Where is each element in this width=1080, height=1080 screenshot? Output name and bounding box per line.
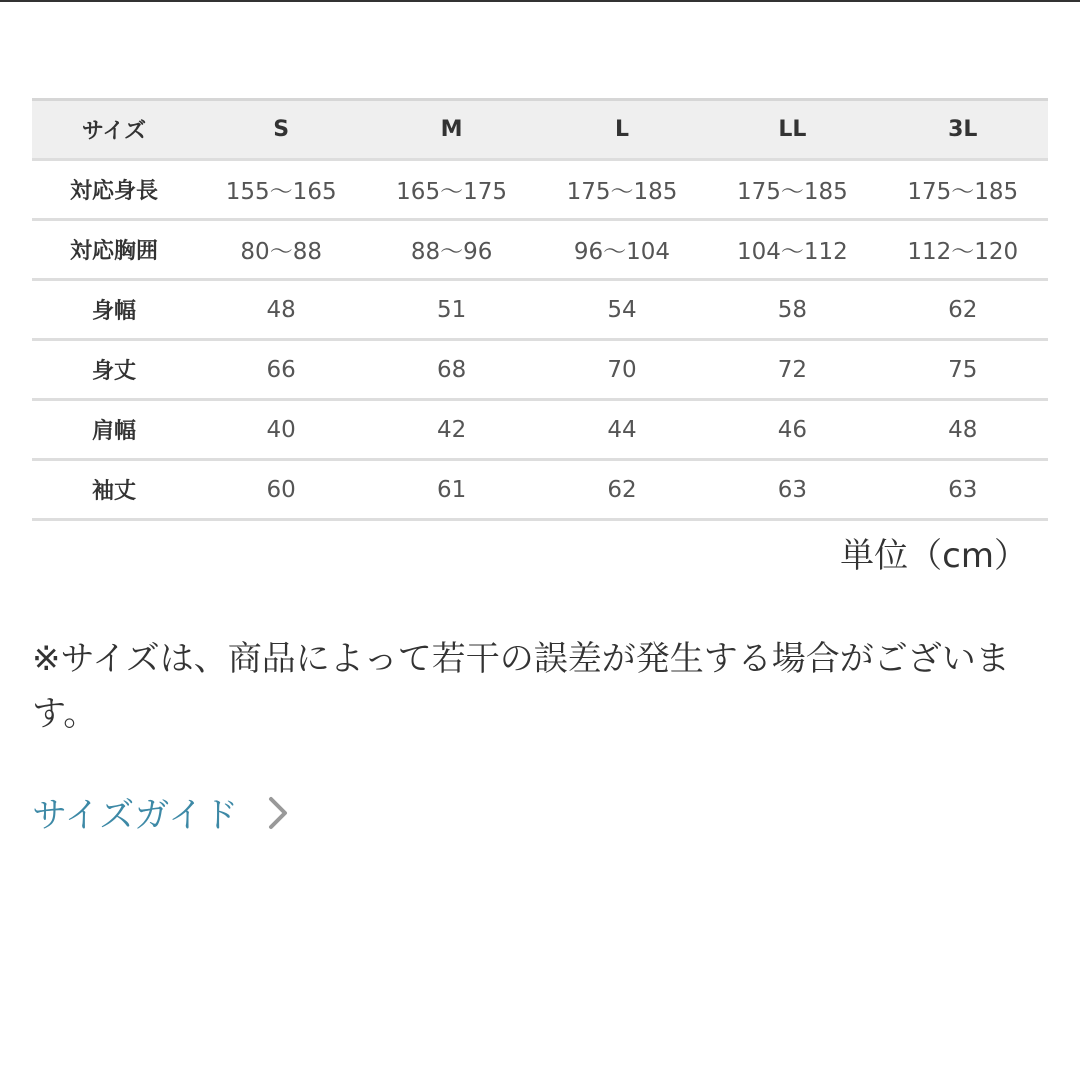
size-header-ll: LL: [778, 117, 807, 142]
row-label: 対応胸囲: [69, 239, 158, 264]
size-header-l: L: [614, 117, 629, 142]
table-cell: 62: [948, 296, 978, 323]
table-cell: 75: [948, 356, 978, 383]
size-header-row: [32, 100, 1048, 160]
size-header-s: S: [273, 117, 290, 142]
table-row: [32, 340, 1048, 400]
table-cell: 66: [266, 356, 296, 383]
table-cell: 70: [607, 356, 637, 383]
size-header-label: サイズ: [81, 119, 147, 144]
table-cell: 61: [436, 476, 467, 503]
table-cell: 46: [777, 416, 807, 443]
table-row: [32, 160, 1048, 220]
row-label: 袖丈: [91, 479, 136, 504]
table-cell: 63: [948, 476, 978, 503]
table-cell: 88〜96: [410, 239, 493, 265]
table-cell: 44: [607, 416, 637, 443]
table-row: [32, 220, 1048, 280]
table-cell: 175〜185: [736, 179, 848, 205]
size-header-3l: 3L: [948, 117, 978, 142]
size-table: [32, 98, 1048, 521]
table-row: [32, 400, 1048, 460]
table-cell: 104〜112: [736, 239, 848, 265]
table-cell: 54: [607, 296, 637, 323]
table-cell: 48: [266, 296, 296, 323]
table-cell: 175〜185: [907, 179, 1019, 205]
table-row: [32, 460, 1048, 520]
unit-label: 単位（cm）: [840, 536, 1028, 576]
table-cell: 60: [266, 476, 296, 503]
row-label: 身丈: [91, 359, 136, 384]
chevron-right-icon: [266, 796, 290, 830]
table-cell: 62: [607, 476, 637, 503]
row-label: 対応身長: [69, 179, 158, 204]
size-guide-link[interactable]: [32, 788, 290, 838]
table-cell: 72: [777, 356, 807, 383]
table-cell: 165〜175: [396, 179, 507, 205]
table-cell: 175〜185: [566, 179, 678, 205]
table-row: [32, 280, 1048, 340]
size-disclaimer-note: ※サイズは、商品によって若干の誤差が発生する場合がございます。: [32, 639, 1010, 734]
table-cell: 112〜120: [907, 239, 1019, 265]
table-cell: 42: [436, 416, 467, 443]
table-cell: 58: [777, 296, 807, 323]
table-cell: 155〜165: [225, 179, 337, 205]
table-cell: 40: [266, 416, 296, 443]
table-cell: 96〜104: [573, 239, 671, 265]
size-header-m: M: [440, 117, 463, 142]
size-guide-label: サイズガイド: [32, 796, 239, 836]
row-label: 肩幅: [91, 419, 136, 444]
table-cell: 63: [777, 476, 807, 503]
table-cell: 48: [948, 416, 978, 443]
table-cell: 51: [436, 296, 467, 323]
row-label: 身幅: [91, 299, 136, 324]
table-cell: 80〜88: [240, 239, 322, 265]
table-cell: 68: [436, 356, 467, 383]
